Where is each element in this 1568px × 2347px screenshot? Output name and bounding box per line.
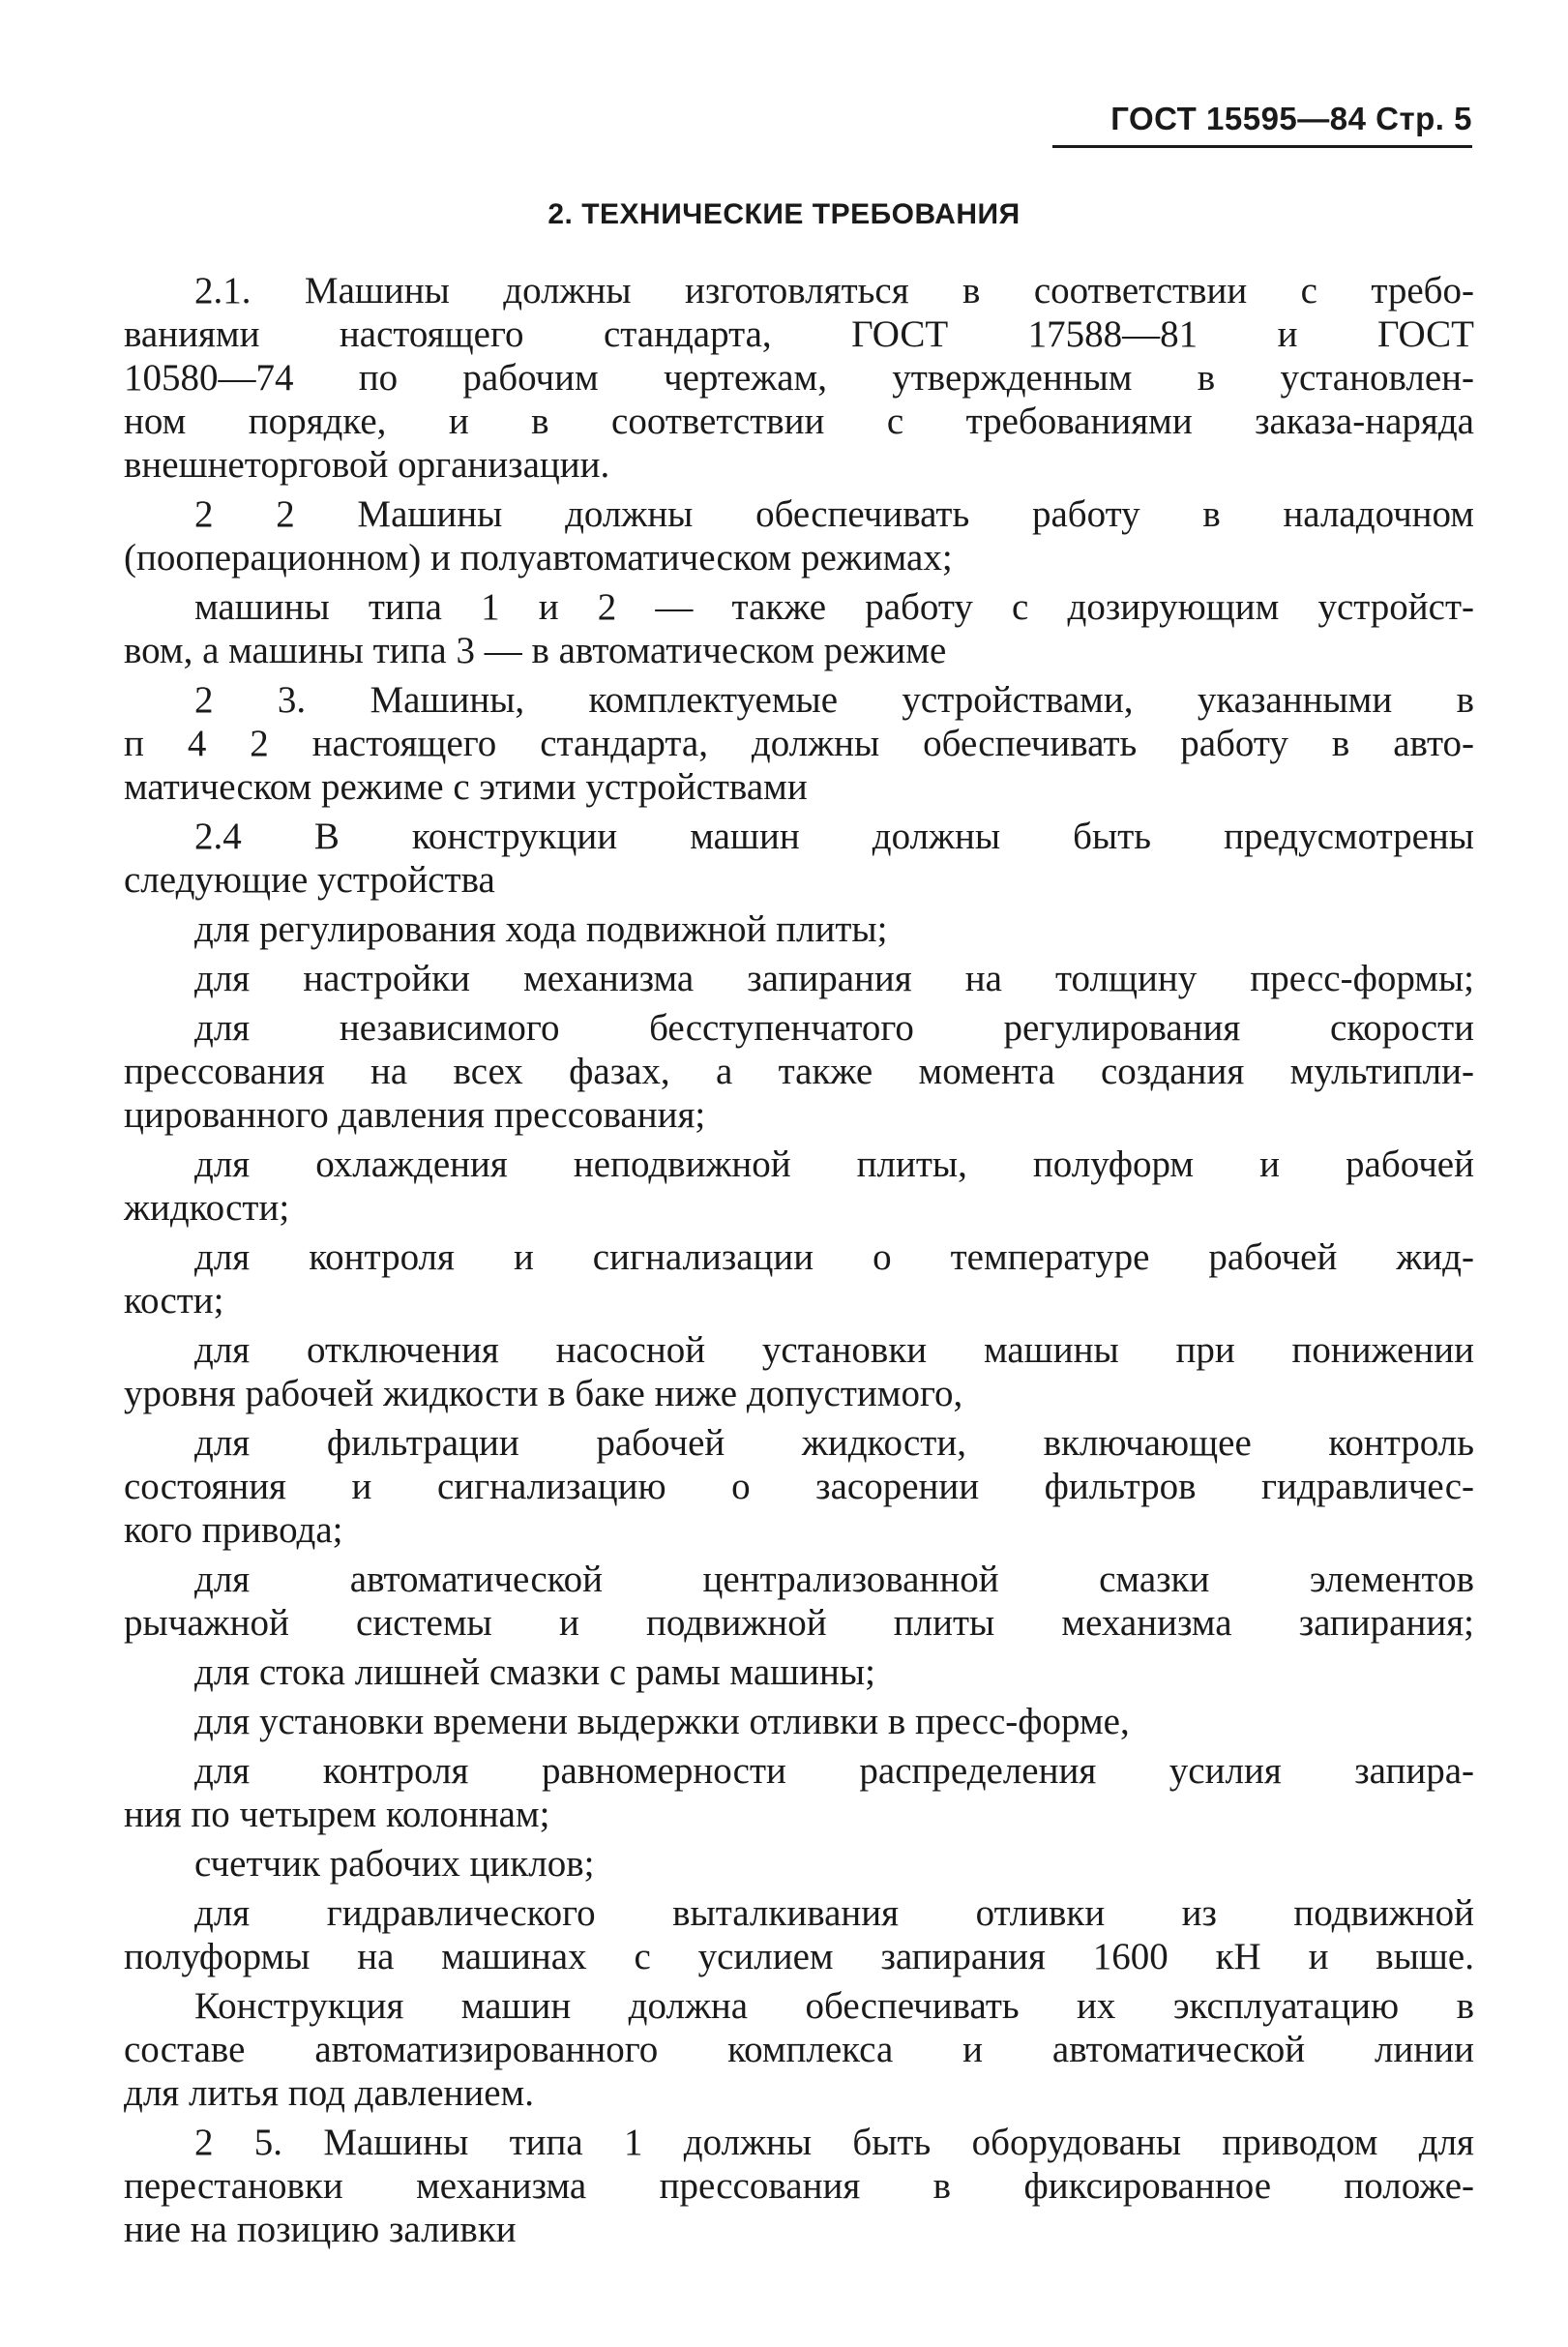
text-line: (пооперационном) и полуавтоматическом режимах;	[124, 537, 953, 579]
text-line: 2 3. Машины, комплектуемые устройствами, указанными в	[194, 679, 1474, 721]
text-line: цированного давления прессования;	[124, 1094, 706, 1136]
text-line: внешнеторговой организации.	[124, 444, 610, 486]
text-line: для литья под давлением.	[124, 2072, 534, 2114]
text-line: 2.1. Машины должны изготовляться в соответствии с требо-	[194, 270, 1474, 312]
text-line: для настройки механизма запирания на толщину пресс-формы;	[194, 958, 1474, 999]
text-line: для отключения насосной установки машины при понижении	[194, 1329, 1474, 1371]
text-line: ном порядке, и в соответствии с требованиями заказа-наряда	[124, 401, 1474, 442]
text-line: матическом режиме с этими устройствами	[124, 766, 808, 808]
list-item	[124, 1143, 1474, 1230]
list-item	[124, 1749, 1474, 1836]
list-item	[124, 1006, 1474, 1137]
text-line: перестановки механизма прессования в фиксированное положе-	[124, 2165, 1474, 2207]
text-line: ние на позицию заливки	[124, 2209, 517, 2250]
text-line: составе автоматизированного комплекса и автоматической линии	[124, 2029, 1474, 2070]
text-line: для контроля равномерности распределения усилия запира-	[194, 1750, 1474, 1792]
text-line: ваниями настоящего стандарта, ГОСТ 17588—81 и ГОСТ	[124, 313, 1474, 355]
list-item	[124, 1700, 1474, 1743]
text-line: рычажной системы и подвижной плиты механизма запирания;	[124, 1602, 1474, 1644]
text-line: прессования на всех фазах, а также момента создания мультипли-	[124, 1051, 1474, 1092]
paragraph-2-2-cont	[124, 585, 1474, 672]
text-line: для регулирования хода подвижной плиты;	[194, 908, 888, 950]
text-line: Конструкция машин должна обеспечивать их эксплуатацию в	[194, 1985, 1474, 2027]
text-line: для стока лишней смазки с рамы машины;	[194, 1651, 875, 1693]
paragraph-2-5	[124, 2121, 1474, 2251]
list-item	[124, 1558, 1474, 1645]
text-line: полуформы на машинах с усилием запирания 1600 кН и выше.	[124, 1936, 1474, 1977]
list-item	[124, 1891, 1474, 1978]
list-item	[124, 1842, 1474, 1886]
paragraph-2-4	[124, 815, 1474, 902]
list-item	[124, 957, 1474, 1000]
text-line: следующие устройства	[124, 859, 495, 901]
text-line: жидкости;	[124, 1187, 290, 1229]
text-line: для охлаждения неподвижной плиты, полуформ и рабочей	[194, 1144, 1474, 1185]
text-line: 10580—74 по рабочим чертежам, утвержденным в установлен-	[124, 357, 1474, 399]
text-line: для контроля и сигнализации о температуре рабочей жид-	[194, 1236, 1474, 1278]
paragraph-design	[124, 1984, 1474, 2115]
text-line: для установки времени выдержки отливки в пресс-форме,	[194, 1701, 1130, 1742]
text-line: 2 2 Машины должны обеспечивать работу в наладочном	[194, 493, 1474, 535]
text-line: состояния и сигнализацию о засорении фильтров гидравличес-	[124, 1466, 1474, 1507]
text-line: кости;	[124, 1280, 224, 1322]
text-line: вом, а машины типа 3 — в автоматическом режиме	[124, 630, 947, 671]
paragraph-2-3	[124, 678, 1474, 809]
text-line: для фильтрации рабочей жидкости, включающее контроль	[194, 1422, 1474, 1464]
list-item	[124, 1235, 1474, 1322]
text-line: для независимого бесступенчатого регулирования скорости	[194, 1007, 1474, 1049]
text-line: кого привода;	[124, 1509, 343, 1551]
text-line: уровня рабочей жидкости в баке ниже допустимого,	[124, 1373, 963, 1414]
text-line: ния по четырем колоннам;	[124, 1794, 550, 1835]
paragraph-2-2	[124, 492, 1474, 579]
section-title: 2. ТЕХНИЧЕСКИЕ ТРЕБОВАНИЯ	[547, 198, 1021, 230]
text-line: 2.4 В конструкции машин должны быть предусмотрены	[194, 816, 1474, 857]
document-body	[124, 269, 1474, 2257]
list-item	[124, 1650, 1474, 1694]
list-item	[124, 1421, 1474, 1552]
list-item	[124, 907, 1474, 951]
paragraph-2-1	[124, 269, 1474, 487]
text-line: п 4 2 настоящего стандарта, должны обеспечивать работу в авто-	[124, 723, 1474, 764]
text-line: 2 5. Машины типа 1 должны быть оборудованы приводом для	[194, 2122, 1474, 2163]
text-line: машины типа 1 и 2 — также работу с дозирующим устройст-	[194, 586, 1474, 628]
text-line: для автоматической централизованной смазки элементов	[194, 1559, 1474, 1600]
list-item	[124, 1328, 1474, 1415]
text-line: счетчик рабочих циклов;	[194, 1843, 595, 1885]
page-header: ГОСТ 15595—84 Стр. 5	[1110, 101, 1472, 136]
header-rule	[1052, 145, 1472, 148]
text-line: для гидравлического выталкивания отливки из подвижной	[194, 1892, 1474, 1934]
